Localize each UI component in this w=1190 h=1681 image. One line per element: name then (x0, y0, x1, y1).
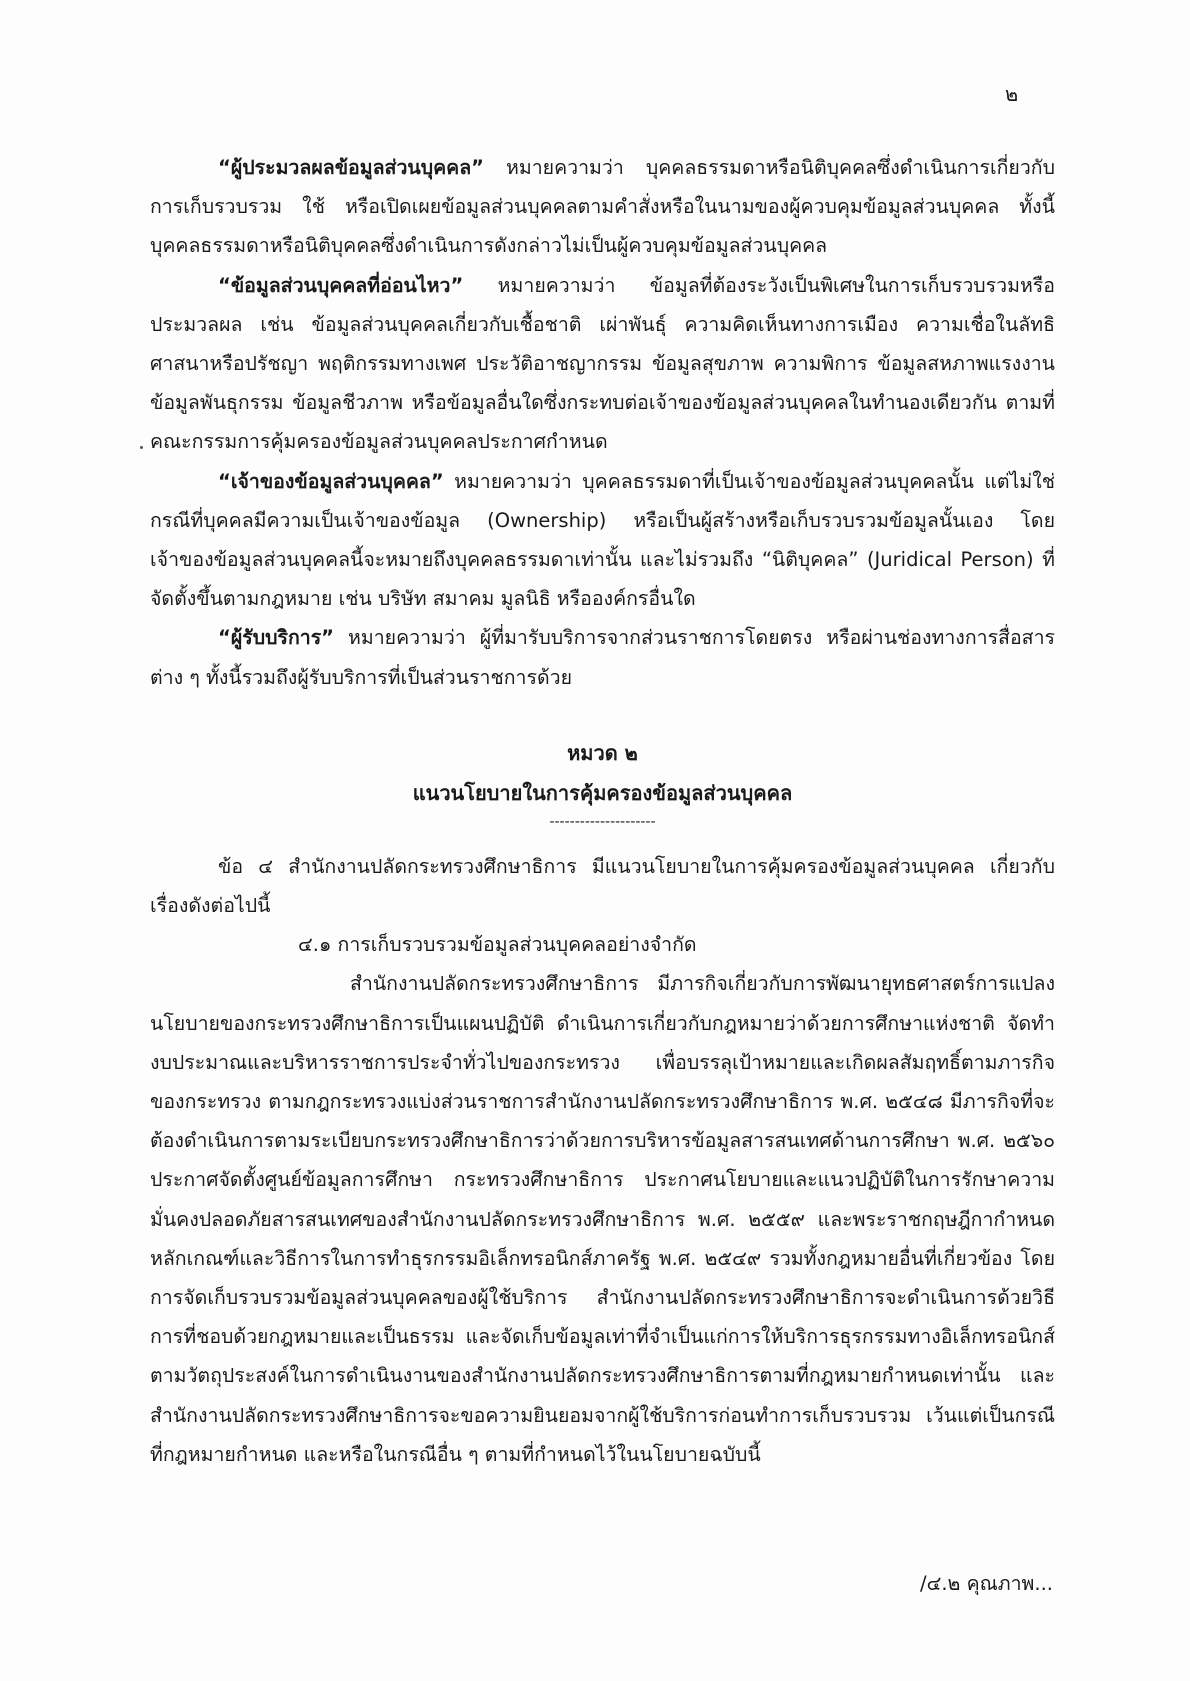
definition-text: หมายความว่า ข้อมูลที่ต้องระวังเป็นพิเศษในการเก็บรวบรวมหรือประมวลผล เช่น ข้อมูลส่วนบุคคลเกี่ยวกับเชื้อชาติ เผ่าพันธุ์ ความคิดเห็นทางการเมือง ความเชื่อในลัทธิ ศาสนาหรือปรัชญา พฤติกรรมทางเพศ ประวัติอาชญากรรม ข้อมูลสุขภาพ ความพิการ ข้อมูลสหภาพแรงงาน ข้อมูลพันธุกรรม ข้อมูลชีวภาพ หรือข้อมูลอื่นใดซึ่งกระทบต่อเจ้าของข้อมูลส่วนบุคคลในทำนองเดียวกัน ตามที่คณะกรรมการคุ้มครองข้อมูลส่วนบุคคลประกาศกำหนด (150, 273, 1055, 454)
section-4-intro: ข้อ ๔ สำนักงานปลัดกระทรวงศึกษาธิการ มีแนวนโยบายในการคุ้มครองข้อมูลส่วนบุคคล เกี่ยวกับเรื่องดังต่อไปนี้ (150, 854, 1055, 918)
chapter-number: หมวด ๒ (567, 740, 638, 765)
definition-data-subject (150, 462, 1055, 619)
spacer (150, 697, 1055, 733)
definition-text: หมายความว่า ผู้ที่มารับบริการจากส่วนราชการโดยตรง หรือผ่านช่องทางการสื่อสารต่าง ๆ ทั้งนี้รวมถึงผู้รับบริการที่เป็นส่วนราชการด้วย (150, 626, 1055, 689)
continuation-note: /๔.๒ คุณภาพ... (920, 1572, 1053, 1595)
document-body (150, 148, 1055, 1474)
page-number: ๒ (1005, 82, 1019, 106)
definition-sensitive-data (150, 266, 1055, 462)
definition-text: หมายความว่า บุคคลธรรมดาหรือนิติบุคคลซึ่งดำเนินการเกี่ยวกับการเก็บรวบรวม ใช้ หรือเปิดเผยข้อมูลส่วนบุคคลตามคำสั่งหรือในนามของผู้ควบคุมข้อมูลส่วนบุคคล ทั้งนี้ บุคคลธรรมดาหรือนิติบุคคลซึ่งดำเนินการดังกล่าวไม่เป็นผู้ควบคุมข้อมูลส่วนบุคคล (150, 156, 1055, 258)
definition-service-recipient (150, 618, 1055, 696)
definition-data-processor (150, 148, 1055, 266)
section-4-1-heading: ๔.๑ การเก็บรวบรวมข้อมูลส่วนบุคคลอย่างจำกัด (298, 933, 697, 957)
definition-term: “ผู้ประมวลผลข้อมูลส่วนบุคคล” (218, 156, 484, 179)
definition-term: “เจ้าของข้อมูลส่วนบุคคล” (218, 469, 444, 493)
definition-text: หมายความว่า บุคคลธรรมดาที่เป็นเจ้าของข้อมูลส่วนบุคคลนั้น แต่ไม่ใช่กรณีที่บุคคลมีความเป็นเจ้าของข้อมูล (Ownership) หรือเป็นผู้สร้างหรือเก็บรวบรวมข้อมูลนั้นเอง โดยเจ้าของข้อมูลส่วนบุคคลนี้จะหมายถึงบุคคลธรรมดาเท่านั้น และไม่รวมถึง “นิติบุคคล” (Juridical Person) ที่จัดตั้งขึ้นตามกฎหมาย เช่น บริษัท สมาคม มูลนิธิ หรือองค์กรอื่นใด (150, 469, 1055, 611)
chapter-title: แนวนโยบายในการคุ้มครองข้อมูลส่วนบุคคล (412, 780, 793, 805)
scan-speck (140, 446, 143, 449)
definition-term: “ผู้รับบริการ” (218, 626, 334, 650)
chapter-divider: --------------------- (549, 813, 656, 830)
definition-term: “ข้อมูลส่วนบุคคลที่อ่อนไหว” (218, 273, 464, 297)
section-4-1-body: สำนักงานปลัดกระทรวงศึกษาธิการ มีภารกิจเกี่ยวกับการพัฒนายุทธศาสตร์การแปลงนโยบายของกระทรวงศึกษาธิการเป็นแผนปฏิบัติ ดำเนินการเกี่ยวกับกฎหมายว่าด้วยการศึกษาแห่งชาติ จัดทำงบประมาณและบริหารราชการประจำทั่วไปของกระทรวง เพื่อบรรลุเป้าหมายและเกิดผลสัมฤทธิ์ตามภารกิจของกระทรวง ตามกฎกระทรวงแบ่งส่วนราชการสำนักงานปลัดกระทรวงศึกษาธิการ พ.ศ. ๒๕๔๘ มีภารกิจที่จะต้องดำเนินการตามระเบียบกระทรวงศึกษาธิการว่าด้วยการบริหารข้อมูลสารสนเทศด้านการศึกษา พ.ศ. ๒๕๖๐ ประกาศจัดตั้งศูนย์ข้อมูลการศึกษา กระทรวงศึกษาธิการ ประกาศนโยบายและแนวปฏิบัติในการรักษาความมั่นคงปลอดภัยสารสนเทศของสำนักงานปลัดกระทรวงศึกษาธิการ พ.ศ. ๒๕๕๙ และพระราชกฤษฎีกากำหนดหลักเกณฑ์และวิธีการในการทำธุรกรรมอิเล็กทรอนิกส์ภาครัฐ พ.ศ. ๒๕๔๙ รวมทั้งกฎหมายอื่นที่เกี่ยวข้อง โดยการจัดเก็บรวบรวมข้อมูลส่วนบุคคลของผู้ใช้บริการ สำนักงานปลัดกระทรวงศึกษาธิการจะดำเนินการด้วยวิธีการที่ชอบด้วยกฎหมายและเป็นธรรม และจัดเก็บข้อมูลเท่าที่จำเป็นแก่การให้บริการธุรกรรมทางอิเล็กทรอนิกส์ตามวัตถุประสงค์ในการดำเนินงานของสำนักงานปลัดกระทรวงศึกษาธิการตามที่กฎหมายกำหนดเท่านั้น และสำนักงานปลัดกระทรวงศึกษาธิการจะขอความยินยอมจากผู้ใช้บริการก่อนทำการเก็บรวบรวม เว้นแต่เป็นกรณีที่กฎหมายกำหนด และหรือในกรณีอื่น ๆ ตามที่กำหนดไว้ในนโยบายฉบับนี้ (150, 972, 1055, 1466)
